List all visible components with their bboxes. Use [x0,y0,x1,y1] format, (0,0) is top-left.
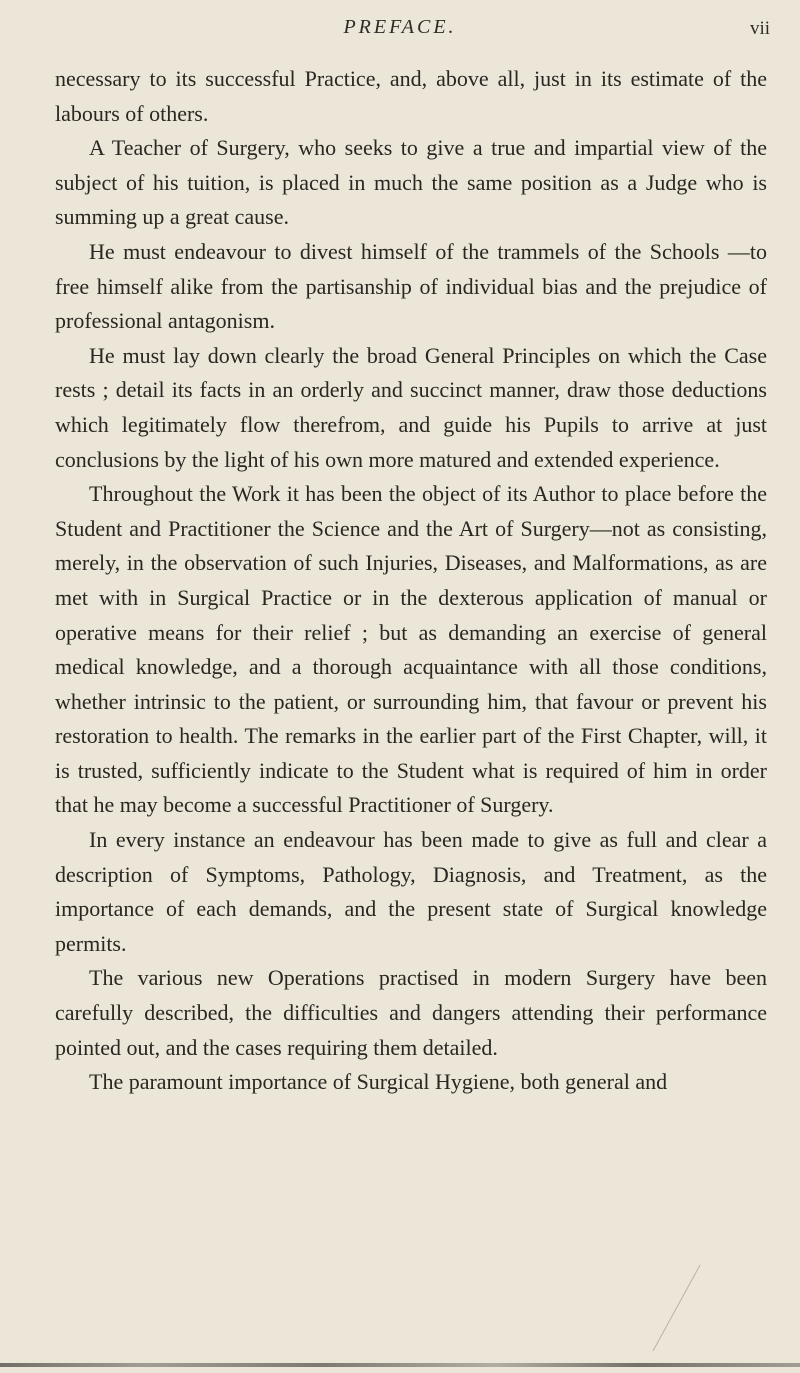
page-number: vii [749,18,770,39]
paragraph-divest-himself: He must endeavour to divest himself of the trammels of the Schools —to free himself alike from the partisanship of individual bias and the prejudice of professional antagonism. [55,238,767,334]
paragraph-teacher-of-surgery: A Teacher of Surgery, who seeks to give a true and impartial view of the subject of his tuition, is placed in much the same position as a Judge who is summing up a great cause. [55,135,767,230]
paragraph-every-instance: In every instance an endeavour has been made to give as full and clear a description of Symptoms, Pathology, Diagnosis, and Treatment, as the importance of each demands, and the present state of Surgical knowledge permits. [55,827,767,956]
paragraph-general-principles: He must lay down clearly the broad General Principles on which the Case rests ; detail its facts in an orderly and succinct manner, draw those deductions which legitimately flow therefrom, and guide his Pupils to arrive at just conclusions by the light of his own more matured and extended experience. [55,342,767,472]
paragraph-continuation: necessary to its successful Practice, and, above all, just in its estimate of the labours of others. [55,66,767,126]
running-head [0,10,800,46]
page-bottom-edge [0,1363,800,1367]
body-text [55,62,767,1100]
paragraph-surgical-hygiene: The paramount importance of Surgical Hygiene, both general and [89,1069,668,1095]
paragraph-throughout-the-work: Throughout the Work it has been the object of its Author to place before the Student and Practitioner the Science and the Art of Surgery—not as consisting, merely, in the observation of such Injuries, Diseases, and Malformations, as are met with in Surgical Practice or in the dexterous application of manual or operative means for their relief ; but as demanding an exercise of general medical knowledge, and a thorough acquaintance with all those conditions, whether intrinsic to the patient, or surrounding him, that favour or prevent his restoration to health. The remarks in the earlier part of the First Chapter, will, it is trusted, sufficiently indicate to the Student what is required of him in order that he may become a successful Practitioner of Surgery. [55,481,767,818]
running-title: PREFACE. [343,16,457,38]
paragraph-new-operations: The various new Operations practised in modern Surgery have been carefully described, the difficulties and dangers attending their performance pointed out, and the cases requiring them detailed. [55,965,767,1060]
paper-fold-mark [645,1263,705,1353]
